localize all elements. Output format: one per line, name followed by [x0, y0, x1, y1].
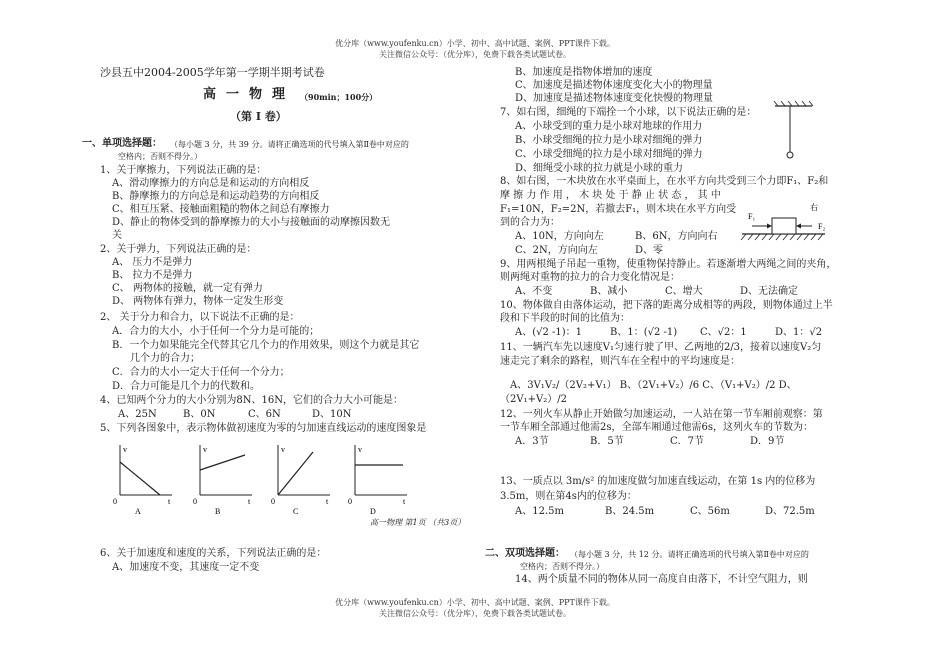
q8-option-d: D、零 — [635, 245, 664, 256]
q10-line2: 段和下半段的时间的比值为： — [500, 313, 630, 324]
q8-option-b: B、6N，方向向右 — [635, 231, 718, 242]
f1-label: F₁ — [748, 212, 756, 221]
graph-d-letter: D — [370, 507, 376, 515]
q7-stem: 7、如右图，细绳的下端拴一个小球，以下说法正确的是： — [500, 107, 757, 118]
q6-option-b: B、加速度是指物体增加的速度 — [515, 67, 653, 78]
q14-stem: 14、两个质量不同的物体从同一高度自由落下，不计空气阻力，则 — [515, 574, 808, 585]
graph-c-origin: 0 — [271, 497, 275, 506]
q11-line2: 速走完了剩余的路程，则汽车在全程中的平均速度是： — [500, 356, 740, 367]
header-line-1: 优分库（www.youfenku.cn）小学、初中、高中试题、案例、PPT课件下载。 — [335, 39, 615, 48]
q2-option-b: B、 拉力不是弹力 — [112, 270, 193, 281]
section2-note-1: （每小题 3 分，共 12 分。请将正确选项的代号填入第Ⅱ卷中对应的 — [570, 550, 809, 559]
graph-c-t-label: t — [326, 497, 329, 506]
q8-line1: 8、如右图，一木块放在水平桌面上，在水平方向共受到三个力即F₁、F₂和 — [500, 176, 829, 187]
graph-c-line — [278, 452, 313, 495]
graph-b-origin: 0 — [193, 497, 197, 506]
graph-c-letter: C — [293, 507, 299, 515]
q4-option-a: A、25N — [118, 409, 157, 420]
section2-heading: 二、双项选择题： — [485, 548, 565, 559]
q9-option-a: A、不变 — [515, 286, 553, 297]
header-line-2: 关注微信公众号：（优分库），免费下载各类试题试卷。 — [379, 50, 571, 59]
q7-option-c: C、小球受细绳的拉力是小球对细绳的弹力 — [515, 149, 703, 160]
q2-option-a: A、 压力不是弹力 — [112, 257, 193, 268]
q11-options-cont: （2V₁+V₂）/2 — [500, 394, 567, 405]
q3-stem: 2、 关于分力和合力，以下说法不正确的是： — [100, 312, 300, 323]
section1-heading: 一、单项选择题： — [82, 138, 162, 149]
ball-icon — [787, 152, 793, 158]
q6-option-a: A、加速度不变，其速度一定不变 — [112, 562, 260, 573]
q11-options: A、3V₁V₂/（2V₂+V₁） B、（2V₁+V₂）/6 C、（V₁+V₂）/2 D、 — [510, 380, 797, 391]
volume-label: （第 I 卷） — [230, 110, 287, 123]
graph-b-letter: B — [215, 507, 221, 515]
footer-line-2: 关注微信公众号：（优分库），免费下载各类试题试卷。 — [379, 609, 571, 618]
q5-graph-d — [345, 440, 415, 515]
q6-stem: 6、关于加速度和速度的关系，下列说法正确的是： — [100, 548, 327, 559]
q12-option-c: C．7节 — [670, 436, 705, 447]
q10-option-c: C、√2：1 — [700, 327, 747, 338]
exam-time: （90min；100分） — [300, 92, 378, 102]
subject-title: 高一物理 — [203, 87, 296, 102]
q13-option-a: A、12.5m — [515, 506, 564, 517]
footer-line-1: 优分库（www.youfenku.cn）小学、初中、高中试题、案例、PPT课件下载。 — [335, 598, 615, 607]
q12-line1: 12、一列火车从静止开始做匀加速运动，一人站在第一节车厢前观察：第 — [500, 409, 823, 420]
block — [772, 218, 796, 234]
graph-b-t-label: t — [248, 497, 251, 506]
q8-option-c: C、2N，方向向左 — [515, 245, 598, 256]
graph-a-origin: 0 — [113, 497, 117, 506]
q8-option-a: A、10N，方向向左 — [515, 231, 604, 242]
graph-b-line — [200, 455, 245, 470]
q10-option-d: D、1：√2 — [775, 327, 823, 338]
q1-option-c: C、相互压紧、接触面粗糙的物体之间总有摩擦力 — [112, 204, 330, 215]
f2-arrow-icon — [796, 224, 801, 229]
q3-option-d: D．合力可能是几个力的代数和。 — [112, 381, 261, 392]
q4-option-d: D、10N — [312, 409, 352, 420]
q5-graph-c — [268, 440, 338, 515]
section2-note-2: 空格内；否则不得分。） — [520, 562, 604, 571]
q2-stem: 2、关于弹力，下列说法正确的是： — [100, 244, 257, 255]
f2-label: F₂ — [818, 222, 826, 231]
page-number: 高一物理 第1页 （共3页） — [370, 518, 466, 527]
q7-option-a: A、小球受到的重力是小球对地球的作用力 — [515, 121, 703, 132]
q4-stem: 4、已知两个分力的大小分别为8N、16N，它们的合力大小可能是： — [100, 395, 403, 406]
graph-a-t-label: t — [168, 497, 171, 506]
q6-option-d: D、加速度是描述物体速度变化快慢的物理量 — [515, 93, 714, 104]
q4-option-b: B、0N — [183, 409, 216, 420]
graph-c-v-label: v — [281, 445, 285, 454]
q8-line4: 到的合力为： — [500, 217, 560, 228]
school-title: 沙县五中2004-2005学年第一学期半期考试卷 — [100, 66, 325, 79]
graph-b-v-label: v — [203, 445, 207, 454]
block-forces-figure — [740, 200, 835, 245]
q1-option-b: B、静摩擦力的方向总是和运动趋势的方向相反 — [112, 191, 320, 202]
q9-line2: 则两绳对重物的拉力的合力变化情况是： — [500, 272, 680, 283]
q1-stem: 1、关于摩擦力，下列说法正确的是： — [100, 165, 267, 176]
q13-option-c: C、56m — [690, 506, 730, 517]
q2-option-c: C、 两物体的接触，就一定有弹力 — [112, 283, 263, 294]
q11-line1: 11、一辆汽车先以速度V₁匀速行驶了甲、乙两地的2/3，接着以速度V₂匀 — [500, 342, 822, 353]
q5-graph-a — [110, 440, 180, 515]
q8-line2: 摩 擦 力 作 用 ， 木 块 处 于 静 止 状 态 ， 其 中 — [500, 190, 721, 201]
q8-line3: F₁=10N，F₂=2N，若撤去F₁，则木块在水平方向受 — [500, 204, 737, 215]
q12-option-a: A．3节 — [515, 436, 549, 447]
q12-option-d: D．9节 — [750, 436, 785, 447]
section1-note-1: （每小题 3 分，共 39 分。请将正确选项的代号填入第Ⅱ卷中对应的 — [170, 140, 409, 149]
q13-option-b: B、24.5m — [605, 506, 655, 517]
q9-option-b: B、减小 — [590, 286, 628, 297]
q1-option-a: A、滑动摩擦力的方向总是和运动的方向相反 — [112, 178, 310, 189]
q1-option-d-line1: D、静止的物体受到的静摩擦力的大小与接触面的动摩擦因数无 — [112, 217, 391, 228]
graph-d-v-label: v — [358, 445, 362, 454]
q13-line2: 3.5m，则在第4s内的位移为： — [500, 491, 637, 502]
q9-line1: 9、用两根绳子吊起一重物，使重物保持静止。若逐渐增大两绳之间的夹角， — [500, 259, 837, 270]
graph-a-letter: A — [135, 507, 141, 515]
q9-option-c: C、增大 — [665, 286, 703, 297]
graph-a-v-label: v — [123, 445, 127, 454]
q12-line2: 一节车厢全部通过他需2s，全部车厢通过他需6s，这列火车的节数为： — [500, 422, 813, 433]
q6-option-c: C、加速度是描述物体速度变化大小的物理量 — [515, 80, 713, 91]
f1-arrow-icon — [767, 224, 772, 229]
q3-option-b-line2: 几个力的合力； — [130, 353, 200, 364]
q7-option-b: B、小球受细绳的拉力是小球对细绳的弹力 — [515, 135, 703, 146]
graph-a-line — [120, 462, 160, 495]
q3-option-c: C．合力的大小一定大于任何一个分力； — [112, 367, 290, 378]
graph-d-t-label: t — [403, 497, 406, 506]
q3-option-a: A．合力的大小，小于任何一个分力是可能的； — [112, 326, 320, 337]
q12-option-b: B．5节 — [590, 436, 624, 447]
q5-graph-b — [190, 440, 260, 515]
q13-option-d: D、72.5m — [765, 506, 815, 517]
q3-option-b-line1: B．一个力如果能完全代替其它几个力的作用效果，则这个力就是其它 — [112, 340, 420, 351]
q10-option-a: A、(√2 -1)：1 — [515, 327, 583, 338]
hanging-ball-figure — [770, 100, 820, 170]
graph-d-origin: 0 — [348, 497, 352, 506]
q2-option-d: D、 两物体有弹力，物体一定发生形变 — [112, 296, 284, 307]
q7-option-d: D、细绳受小球的拉力就是小球的重力 — [515, 163, 684, 174]
q1-option-d-line2: 关 — [112, 230, 122, 241]
q13-line1: 13、一质点以 3m/s² 的加速度做匀加速直线运动，在第 1s 内的位移为 — [500, 476, 816, 487]
q9-option-d: D、无法确定 — [740, 286, 799, 297]
q5-stem: 5、下列各图象中，表示物体做初速度为零的匀加速直线运动的速度图象是 — [100, 423, 427, 434]
right-direction-label: 右 — [810, 203, 818, 212]
q10-option-b: B、1：(√2 -1) — [610, 327, 678, 338]
q4-option-c: C、6N — [248, 409, 281, 420]
q10-line1: 10、物体做自由落体运动，把下落的距离分成相等的两段，则物体通过上半 — [500, 300, 833, 311]
section1-note-2: 空格内；否则不得分。） — [118, 152, 202, 161]
